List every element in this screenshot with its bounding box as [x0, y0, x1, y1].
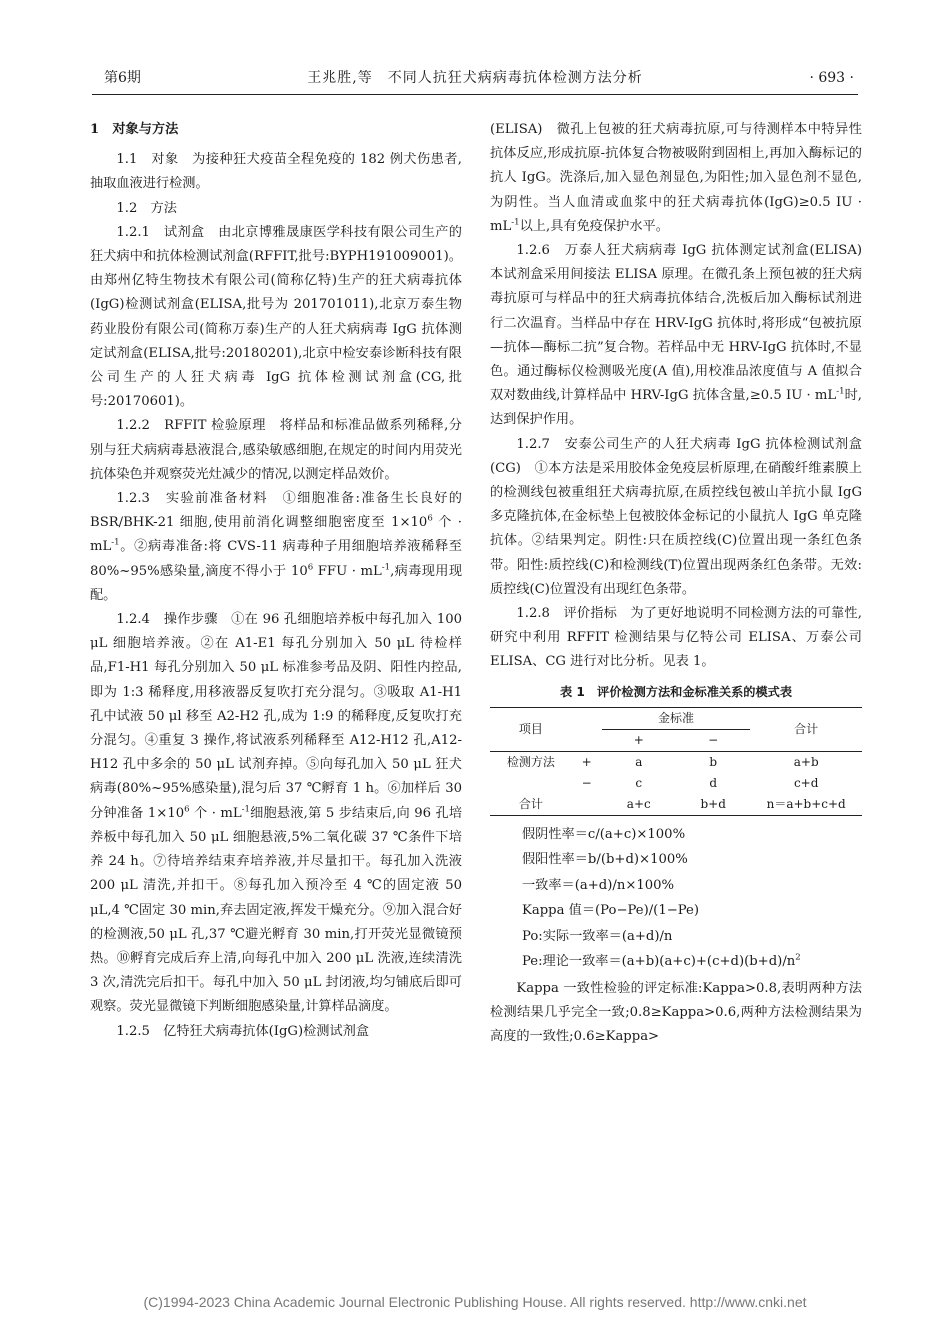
formula-false-positive: 假阳性率＝b/(b+d)×100% [522, 852, 688, 868]
section-title: 1 对象与方法 [90, 122, 179, 137]
kappa-criteria: Kappa 一致性检验的评定标准:Kappa>0.8,表明两种方法检测结果几乎完全一致;0.8≥Kappa>0.6,两种方法检测结果为高度的一致性;0.6≥Kappa> [490, 980, 862, 1045]
table-caption: 表 1 评价检测方法和金标准关系的模式表 [559, 684, 793, 699]
running-header [92, 64, 858, 92]
issue-number: 第6期 [104, 70, 141, 86]
copyright-footer: (C)1994-2023 China Academic Journal Electronic Publishing House. All rights reserved. http://www.cnki.net [143, 1294, 807, 1310]
heading-1-2: 1.2 方法 [116, 200, 177, 216]
th-item: 项目 [490, 707, 572, 751]
formulas [490, 822, 862, 975]
para-1-1: 1.1 对象 为接种狂犬疫苗全程免疫的 182 例犬伤患者,抽取血液进行检测。 [90, 152, 462, 192]
table-row: 检测方法 + a b a+b [490, 751, 862, 773]
table-row: 合计 a+c b+d n＝a+b+c+d [490, 794, 862, 816]
th-total: 合计 [750, 707, 862, 751]
para-1-2-4: 1.2.4 操作步骤 ①在 96 孔细胞培养板中每孔加入 100 μL 细胞培养液。②在 A1-E1 每孔分别加入 50 μL 待检样品,F1-H1 每孔分别加入 50 μL 标准参考品及阴、阳性内控品,即为 1:3 稀释度,用移液器反复吹打充分混匀。③吸取 A1-H1 孔中试液 50 μl 移至 A2-H2 孔,成为 1:9 的稀释度,反复吹打充分混匀。④重复 3 操作,将试液系列稀释至 A12-H12 孔,A12-H12 孔中多余的 50 μL 试剂弃掉。⑤向每孔加入 50 μL 狂犬病毒(80%~95%感染量),混匀后 37 ℃孵育 1 h。⑥加样后 30 分钟准备 $1\times 10^6$ 个 · $mL^{-1}$细胞悬液,第 5 步结束后,向 96 孔培养板中每孔加入 50 μL 细胞悬液,5%二氧化碳 37 ℃条件下培养 24 h。⑦待培养结束弃培养液,并尽量扣干。每孔加入洗液 200 μL 清洗,并扣干。⑧每孔加入预冷至 4 ℃的固定液 50 μL,4 ℃固定 30 min,弃去固定液,挥发干燥充分。⑨加入混合好的检测液,50 μL 孔,37 ℃避光孵育 30 min,打开荧光显微镜预热。⑩孵育完成后弃上清,向每孔中加入 200 μL 洗液,连续清洗 3 次,清洗完后扣干。每孔中加入 50 μL 封闭液,均匀铺底后即可观察。荧光显微镜下判断细胞感染量,计算样品滴度。 [90, 612, 463, 1015]
para-1-2-5-cont: (ELISA) 微孔上包被的狂犬病毒抗原,可与待测样本中特异性抗体反应,形成抗原-抗体复合物被吸附到固相上,再加入酶标记的抗人 IgG。洗涤后,加入显色剂显色,为阳性;加入显色剂不显色,为阴性。当人血清或血浆中的狂犬病毒抗体(IgG)≥0.5 IU · $mL^{-1}$以上,具有免疫保护水平。 [490, 122, 862, 234]
table-1 [490, 683, 862, 816]
formula-false-negative: 假阴性率＝c/(a+c)×100% [522, 826, 686, 842]
para-1-2-6: 1.2.6 万泰人狂犬病病毒 IgG 抗体测定试剂盒(ELISA) 本试剂盒采用间接法 ELISA 原理。在微孔条上预包被的狂犬病毒抗原可与样品中的狂犬病毒抗体结合,洗板后加入酶标试剂进行二次温育。当样品中存在 HRV-IgG 抗体时,将形成“包被抗原—抗体—酶标二抗”复合物。若样品中无 HRV-IgG 抗体时,不显色。通过酶标仪检测吸光度(A 值),用校准品浓度值与 A 值拟合双对数曲线,计算样品中 HRV-IgG 抗体含量,≥0.5 IU · $mL^{-1}$时,达到保护作用。 [490, 243, 876, 428]
formula-po: Po:实际一致率＝(a+d)/n [522, 928, 673, 944]
para-1-2-2: 1.2.2 RFFIT 检验原理 将样品和标准品做系列稀释,分别与狂犬病病毒悬液混合,感染敏感细胞,在规定的时间内用荧光抗体染色并观察荧光灶减少的情况,以测定样品效价。 [90, 418, 462, 482]
para-1-2-3: 1.2.3 实验前准备材料 ①细胞准备:准备生长良好的 BSR/BHK-21 细胞,使用前消化调整细胞密度至 $1\times 10^6$ 个 · $mL^{-1}$。②病毒准备:将 CVS-11 病毒种子用细胞培养液稀释至 80%~95%感染量,滴度不得小于 $10^6$ FFU · $mL^{-1}$,病毒现用现配。 [90, 491, 463, 603]
para-1-2-5: 1.2.5 亿特狂犬病毒抗体(IgG)检测试剂盒 [116, 1023, 370, 1039]
running-title: 王兆胜,等 不同人抗狂犬病病毒抗体检测方法分析 [307, 70, 643, 86]
para-1-2-7: 1.2.7 安泰公司生产的人狂犬病毒 IgG 抗体检测试剂盒(CG) ①本方法是采用胶体金免疫层析原理,在硝酸纤维素膜上的检测线包被重组狂犬病毒抗原,在质控线包被山羊抗小鼠 IgG 多克隆抗体,在金标垫上包被胶体金标记的小鼠抗人 IgG 单克隆抗体。②结果判定。阴性:只在质控线(C)位置出现一条红色条带。阳性:质控线(C)和检测线(T)位置出现两条红色条带。无效:质控线(C)位置没有出现红色条带。 [490, 436, 862, 597]
th-minus: − [708, 732, 719, 747]
th-plus: + [633, 732, 644, 747]
header-rule [92, 94, 858, 95]
formula-kappa: Kappa 值＝(Po−Pe)/(1−Pe) [522, 903, 699, 919]
para-1-2-8: 1.2.8 评价指标 为了更好地说明不同检测方法的可靠性,研究中利用 RFFIT 检测结果与亿特公司 ELISA、万泰公司 ELISA、CG 进行对比分析。见表 1。 [490, 606, 862, 670]
right-column [490, 118, 876, 1049]
th-gold-standard: 金标准 [602, 707, 751, 729]
para-1-2-1: 1.2.1 试剂盒 由北京博雅晟康医学科技有限公司生产的狂犬病中和抗体检测试剂盒(RFFIT,批号:BYPH191009001)。由郑州亿特生物技术有限公司(简称亿特)生产的狂犬病毒抗体(IgG)检测试剂盒(ELISA,批号为 201701011),北京万泰生物药业股份有限公司(简称万泰)生产的人狂犬病病毒 IgG 抗体测定试剂盒(ELISA,批号:20180201),北京中检安泰诊断科技有限公司生产的人狂犬病毒 IgG 抗体检测试剂盒(CG,批号:20170601)。 [90, 224, 462, 410]
left-column [90, 118, 462, 1044]
evaluation-table [490, 707, 862, 816]
table-row: − c d c+d [581, 775, 819, 790]
formula-agreement: 一致率＝(a+d)/n×100% [522, 877, 675, 893]
formula-pe: Pe:理论一致率$=(a+b)(a+c)+(c+d)(b+d)/n^2$ [522, 952, 801, 970]
page-number: · 693 · [809, 70, 854, 86]
